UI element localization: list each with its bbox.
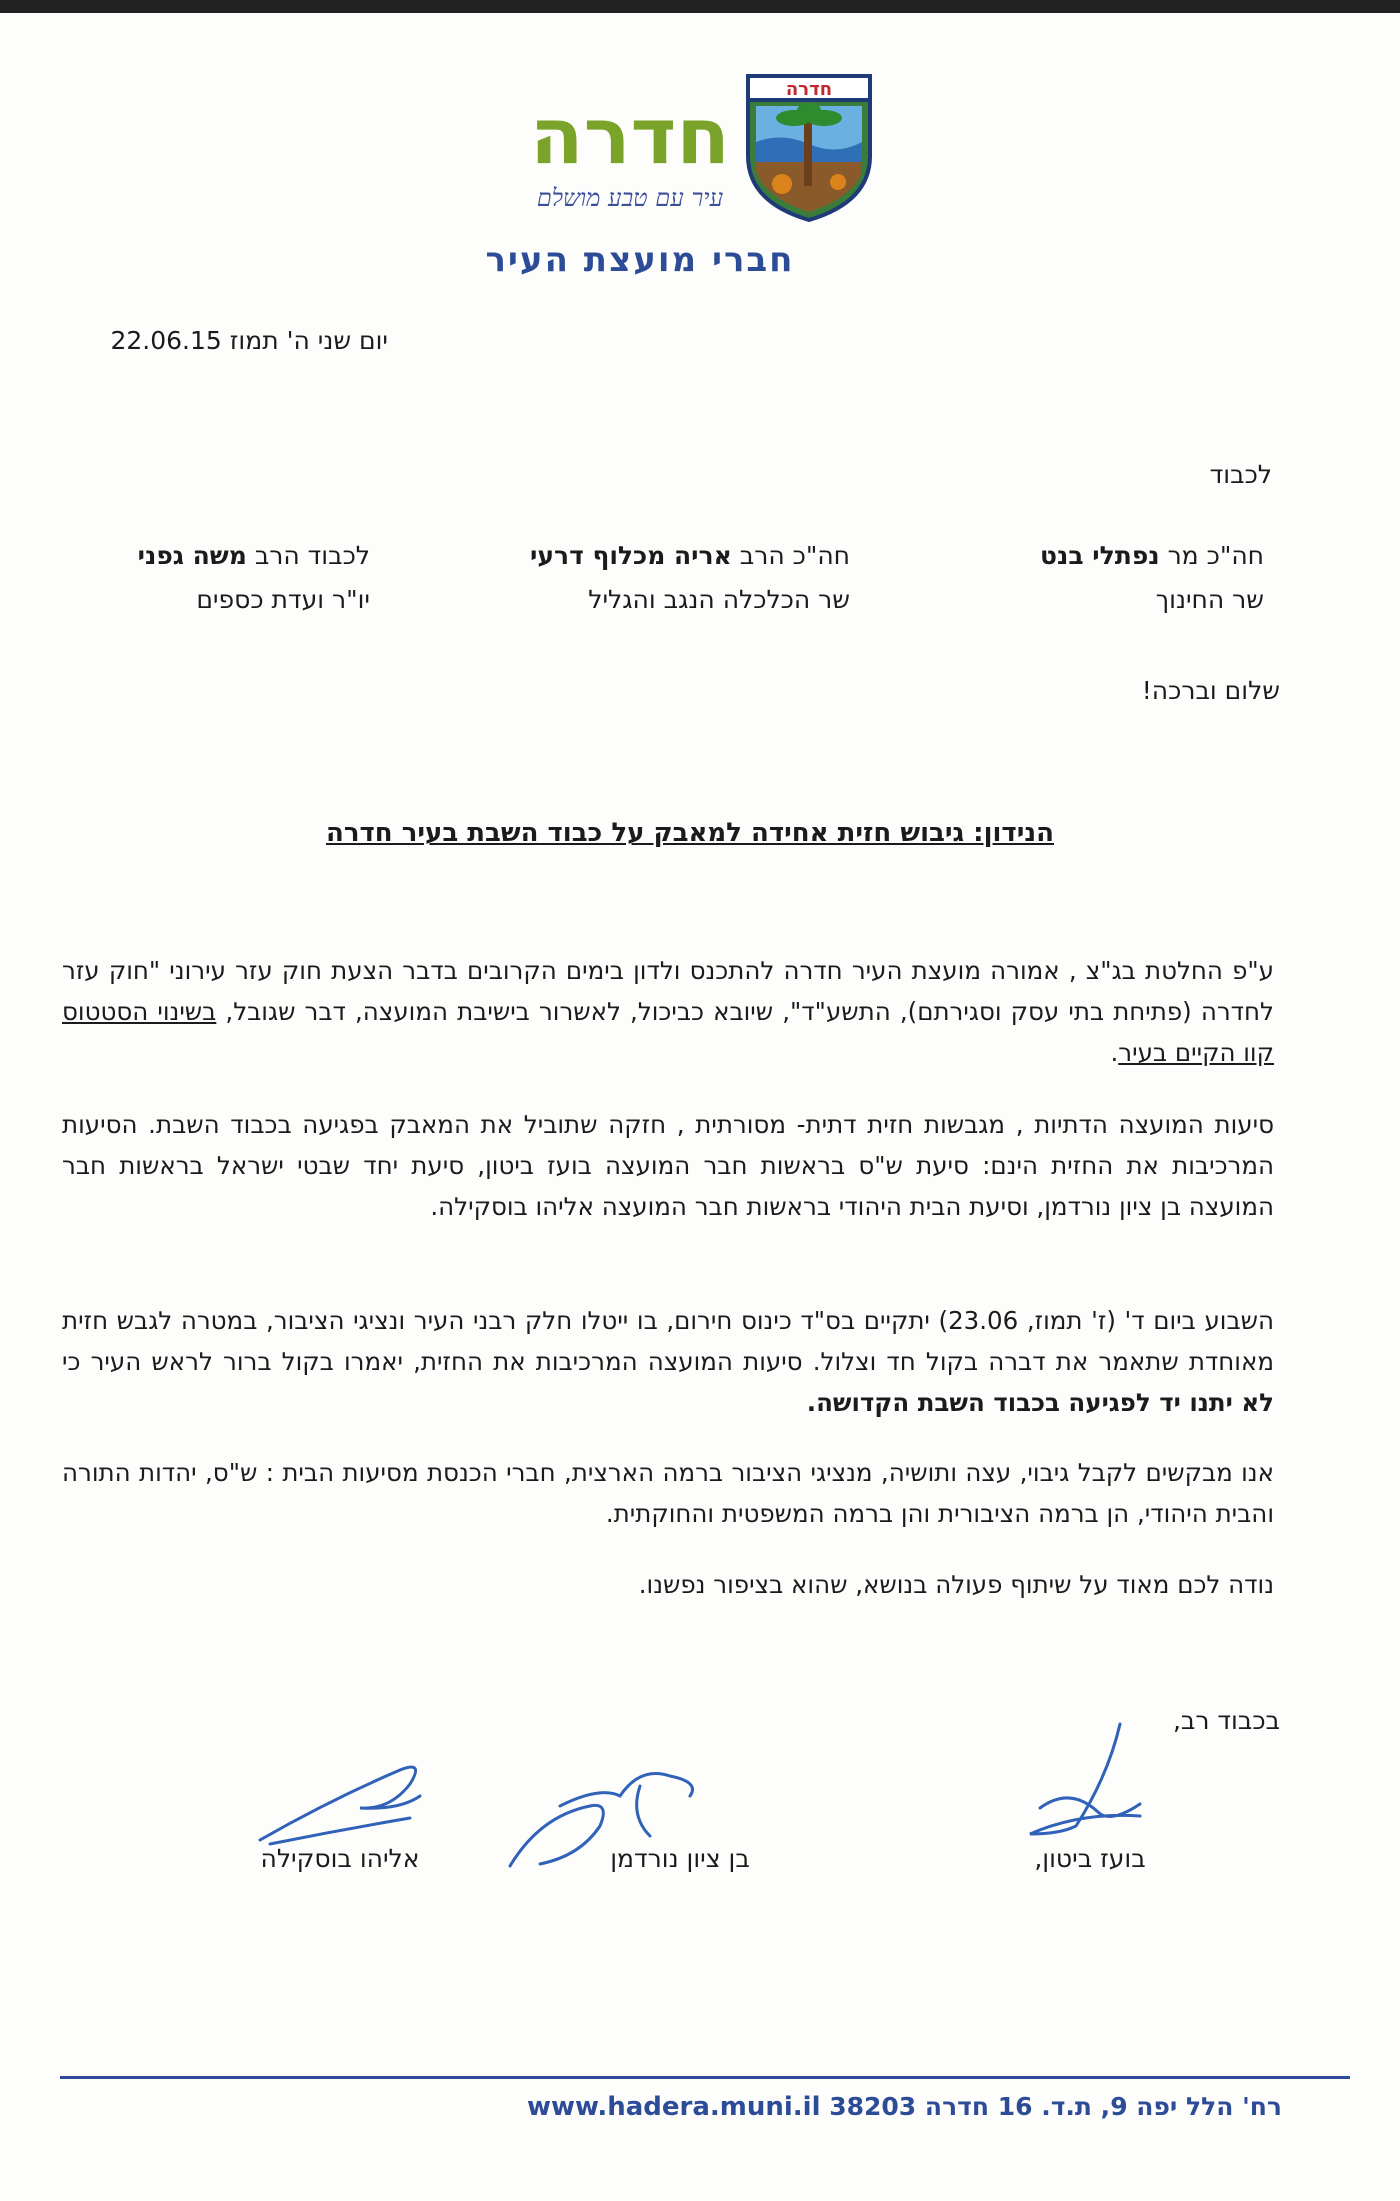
recipient-3 (80, 534, 370, 622)
paragraph-5: נודה לכם מאוד על שיתוף פעולה בנושא, שהוא בציפור נפשנו. (638, 1570, 1274, 1599)
recipient-title: חה"כ מר (1167, 541, 1264, 570)
signature-1 (990, 1716, 1230, 1846)
recipient-name: משה גפני (137, 541, 247, 570)
recipient-title: חה"כ הרב (739, 541, 850, 570)
signatory-name-3: אליהו בוסקילה (260, 1844, 420, 1873)
paragraph-1-text: ע"פ החלטת בג"צ , אמורה מועצת העיר חדרה להתכנס ולדון בימים הקרובים בדבר הצעת חוק עזר עירוני "חוק עזר לחדרה (פתיחת בתי עסק וסגירתם), התשע"ד", שיובא כביכול, לאשרור בישיבת המועצה, דבר שגובל, (62, 956, 1274, 1026)
recipient-role: שר הכלכלה הנגב והגליל (588, 585, 850, 614)
paragraph-4: אנו מבקשים לקבל גיבוי, עצה ותושיה, מנציגי הציבור ברמה הארצית, חברי הכנסת מסיעות הבית : ש"ס, יהדות התורה והבית היהודי, הן ברמה הציבורית והן ברמה המשפטית והחוקתית. (62, 1458, 1274, 1528)
emblem-label: חדרה (785, 79, 833, 100)
signatory-name-1: בועז ביטון, (1034, 1844, 1146, 1873)
paragraph-2: סיעות המועצה הדתיות , מגבשות חזית דתית- מסורתית , חזקה שתוביל את המאבק בפגיעה בכבוד השבת. הסיעות המרכיבות את החזית הינם: סיעת ש"ס בראשות חבר המועצה בועז ביטון, סיעת יחד שבטי ישראל בראשות חבר המועצה בן ציון נורדמן, וסיעת הבית היהודי בראשות חבר המועצה אליהו בוסקילה. (62, 1110, 1274, 1221)
paragraph-1-end: . (1110, 1038, 1119, 1067)
letter-date: יום שני ה' תמוז 22.06.15 (110, 326, 388, 355)
council-heading: חברי מועצת העיר (485, 240, 795, 280)
footer-address: רח' הלל יפה 9, ת.ד. 16 חדרה 38203 (829, 2092, 1282, 2121)
city-emblem-icon (742, 72, 876, 222)
salutation: לכבוד (1209, 460, 1272, 489)
paragraph-3-text: השבוע ביום ד' (ז' תמוז, 23.06) יתקיים בס"ד כינוס חירום, בו ייטלו חלק רבני העיר ונציגי הציבור, במטרה לגבש חזית מאוחדת שתאמר את דברה בקול חד וצלול. סיעות המועצה המרכיבות את החזית, יאמרו בקול ברור לראש העיר כי (62, 1306, 1274, 1376)
footer-website-link[interactable]: www.hadera.muni.il (526, 2092, 821, 2122)
logo-wordmark: חדרה (530, 92, 730, 182)
greeting: שלום וברכה! (1141, 676, 1280, 705)
recipient-role: שר החינוך (1155, 585, 1264, 614)
closing: בכבוד רב, (1172, 1706, 1280, 1735)
paragraph-1-underlined: בשינוי הסטטוס קוו הקיים בעיר (62, 997, 1274, 1067)
recipient-1 (942, 534, 1264, 622)
paragraph-3-bold: לא יתנו יד לפגיעה בכבוד השבת הקדושה. (806, 1388, 1274, 1417)
paragraph-3 (62, 1300, 1274, 1423)
footer (500, 2092, 1282, 2122)
paragraph-1 (62, 950, 1274, 1073)
logo-slogan: עיר עם טבע מושלם (536, 184, 724, 212)
footer-divider (60, 2076, 1350, 2079)
recipient-name: אריה מכלוף דרעי (530, 541, 732, 570)
recipient-name: נפתלי בנט (1040, 541, 1160, 570)
top-bar (0, 0, 1400, 13)
subject-line: הנידון: גיבוש חזית אחידה למאבק על כבוד השבת בעיר חדרה (326, 818, 1054, 848)
signatory-name-2: בן ציון נורדמן (610, 1844, 750, 1873)
recipient-2 (470, 534, 850, 622)
recipient-title: לכבוד הרב (254, 541, 370, 570)
recipient-role: יו"ר ועדת כספים (196, 585, 370, 614)
